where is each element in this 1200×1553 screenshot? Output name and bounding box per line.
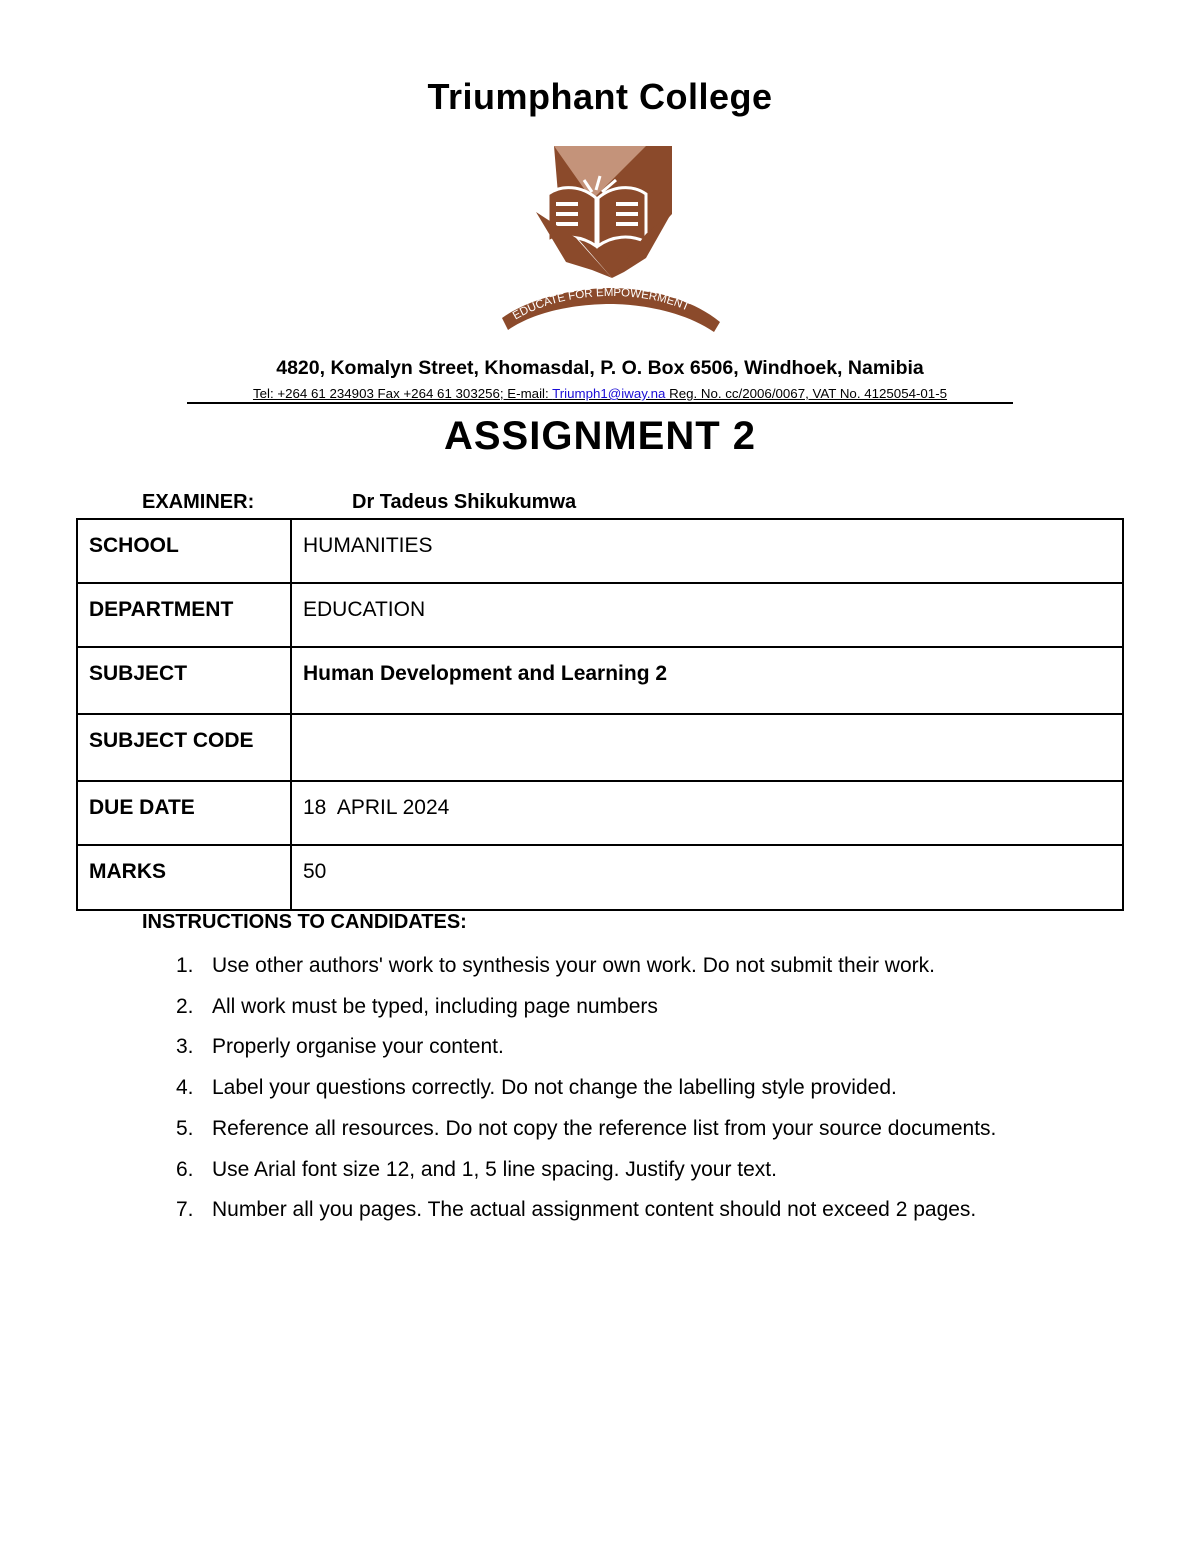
list-item (176, 1109, 1058, 1150)
row-value: HUMANITIES (291, 519, 1123, 583)
contact-suffix: Reg. No. cc/2006/0067, VAT No. 4125054-01-5 (665, 386, 948, 401)
list-item (176, 987, 1058, 1028)
item-text: Number all you pages. The actual assignment content should not exceed 2 pages. (212, 1198, 977, 1222)
college-logo-icon (496, 142, 726, 338)
item-number: 4. (176, 1076, 194, 1100)
college-address: 4820, Komalyn Street, Khomasdal, P. O. Box 6506, Windhoek, Namibia (276, 357, 924, 379)
item-text: Use Arial font size 12, and 1, 5 line spacing. Justify your text. (212, 1157, 777, 1181)
list-item (176, 1068, 1058, 1109)
row-value: 50 (291, 845, 1123, 910)
item-text: Use other authors' work to synthesis your own work. Do not submit their work. (212, 954, 935, 977)
item-number: 6. (176, 1157, 194, 1181)
item-number: 3. (176, 1035, 194, 1059)
item-number: 7. (176, 1198, 194, 1222)
item-text: All work must be typed, including page numbers (212, 994, 658, 1018)
item-number: 5. (176, 1116, 194, 1140)
assignment-info-table (76, 518, 1124, 911)
examiner-label: EXAMINER: (142, 491, 255, 513)
header-divider (187, 402, 1013, 404)
item-text: Properly organise your content. (212, 1035, 504, 1059)
college-name: Triumphant College (427, 76, 773, 117)
row-label: DUE DATE (77, 781, 291, 845)
contact-email-link[interactable]: Triumph1@iway.na (552, 386, 666, 401)
row-label: SUBJECT (77, 647, 291, 714)
item-number: 1. (176, 954, 194, 977)
contact-prefix: Tel: +264 61 234903 Fax +264 61 303256; E-mail: (252, 386, 553, 401)
instructions-list (176, 946, 1058, 1231)
table-row-subject-code (77, 714, 1123, 781)
contact-line (187, 386, 1013, 401)
examiner-name: Dr Tadeus Shikukumwa (352, 491, 577, 513)
row-value (291, 714, 1123, 781)
table-row-subject (77, 647, 1123, 714)
table-row-marks (77, 845, 1123, 910)
row-label: DEPARTMENT (77, 583, 291, 647)
table-row-due-date (77, 781, 1123, 845)
row-value: 18 APRIL 2024 (291, 781, 1123, 845)
item-number: 2. (176, 994, 194, 1018)
row-value: EDUCATION (291, 583, 1123, 647)
item-text: Reference all resources. Do not copy the reference list from your source documents. (212, 1116, 997, 1140)
row-value: Human Development and Learning 2 (291, 647, 1123, 714)
row-label: SUBJECT CODE (77, 714, 291, 781)
row-label: MARKS (77, 845, 291, 910)
list-item (176, 1027, 1058, 1068)
item-text: Label your questions correctly. Do not change the labelling style provided. (212, 1076, 897, 1100)
list-item (176, 1150, 1058, 1191)
table-row-school (77, 519, 1123, 583)
list-item (176, 1190, 1058, 1231)
table-row-department (77, 583, 1123, 647)
row-label: SCHOOL (77, 519, 291, 583)
list-item (176, 946, 1058, 987)
logo-motto: EDUCATE FOR EMPOWERMENT (510, 286, 691, 323)
assignment-title: ASSIGNMENT 2 (443, 414, 757, 458)
instructions-heading: INSTRUCTIONS TO CANDIDATES: (142, 911, 467, 933)
